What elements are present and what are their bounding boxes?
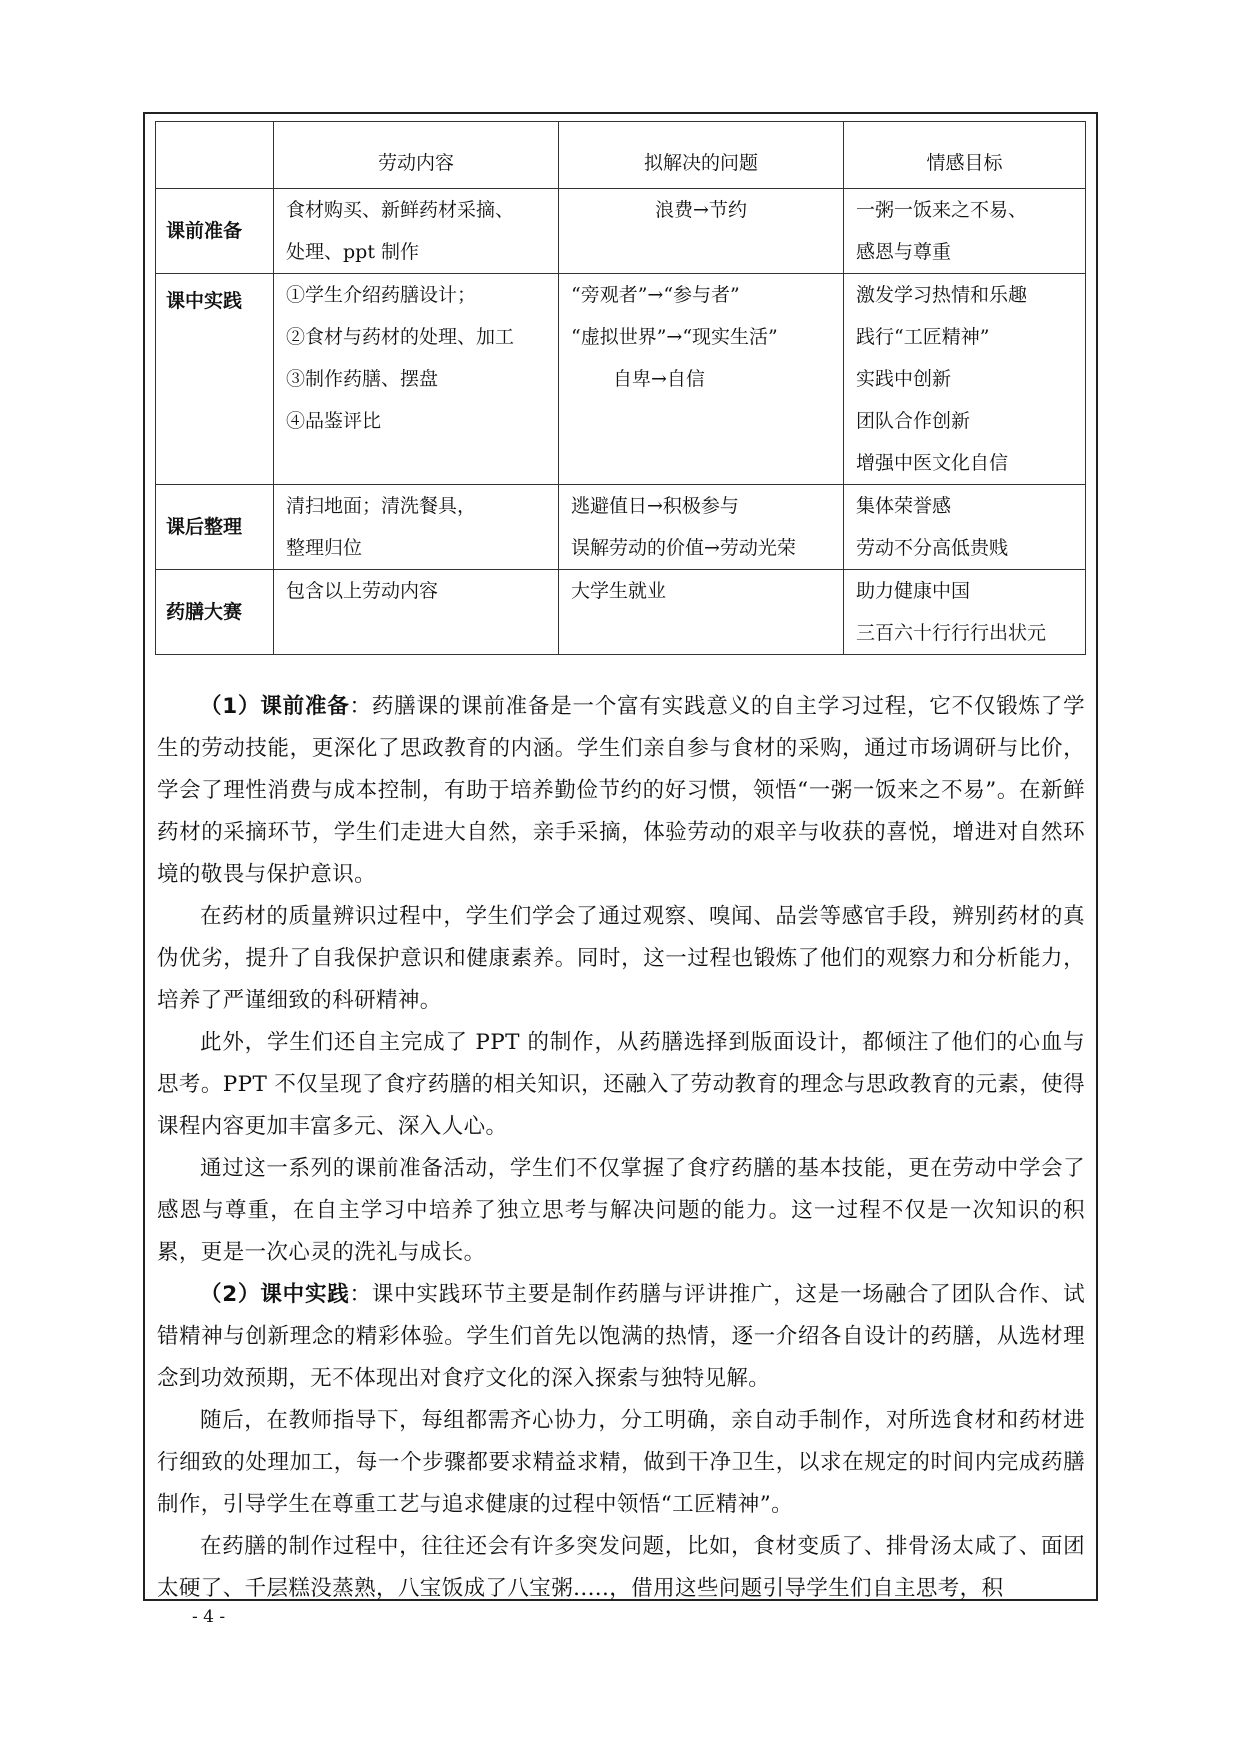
cell-line: 助力健康中国 <box>856 580 971 602</box>
body-text <box>157 686 1085 1610</box>
cell-line: 感恩与尊重 <box>856 241 952 263</box>
cell-line: 劳动不分高低贵贱 <box>856 537 1009 559</box>
paragraph: 通过这一系列的课前准备活动，学生们不仅掌握了食疗药膳的基本技能，更在劳动中学会了感恩与尊重，在自主学习中培养了独立思考与解决问题的能力。这一过程不仅是一次知识的积累，更是一次心灵的洗礼与成长。 <box>157 1156 1085 1265</box>
paragraph-lead: （1）课前准备 <box>200 694 350 719</box>
row-label-pre-class: 课前准备 <box>156 189 274 274</box>
labor-plan-table <box>155 121 1086 655</box>
cell-problems <box>559 570 844 655</box>
cell-labor-content <box>274 274 559 485</box>
cell-problems <box>559 274 844 485</box>
paragraph: 在药膳的制作过程中，往往还会有许多突发问题，比如，食材变质了、排骨汤太咸了、面团太硬了、千层糕没蒸熟，八宝饭成了八宝粥.....，借用这些问题引导学生们自主思考，积 <box>157 1534 1085 1601</box>
paragraph-in-class <box>157 1274 1085 1400</box>
cell-line: 自卑→自信 <box>613 368 705 390</box>
paragraph: 此外，学生们还自主完成了 PPT 的制作，从药膳选择到版面设计，都倾注了他们的心血与思考。PPT 不仅呈现了食疗药膳的相关知识，还融入了劳动教育的理念与思政教育的元素，使得课程内容更加丰富多元、深入人心。 <box>157 1030 1085 1139</box>
cell-line: 增强中医文化自信 <box>856 452 1009 474</box>
cell-line: 践行“工匠精神” <box>856 326 990 348</box>
cell-goals <box>844 570 1086 655</box>
table-row <box>156 189 1086 274</box>
cell-labor-content <box>274 570 559 655</box>
cell-goals <box>844 189 1086 274</box>
row-label-post-class: 课后整理 <box>156 485 274 570</box>
row-label-competition: 药膳大赛 <box>156 570 274 655</box>
cell-line: 浪费→节约 <box>655 199 747 221</box>
header-cell-empty <box>156 122 274 189</box>
cell-line: ④品鉴评比 <box>286 410 382 432</box>
cell-line: 团队合作创新 <box>856 410 971 432</box>
cell-line: 误解劳动的价值→劳动光荣 <box>571 537 796 559</box>
cell-line: ①学生介绍药膳设计； <box>286 284 477 306</box>
cell-line: “旁观者”→“参与者” <box>571 284 740 306</box>
paragraph: 在药材的质量辨识过程中，学生们学会了通过观察、嗅闻、品尝等感官手段，辨别药材的真伪优劣，提升了自我保护意识和健康素养。同时，这一过程也锻炼了他们的观察力和分析能力，培养了严谨细致的科研精神。 <box>157 904 1085 1013</box>
cell-line: 逃避值日→积极参与 <box>571 495 739 517</box>
cell-line: 激发学习热情和乐趣 <box>856 284 1028 306</box>
cell-line: 处理、ppt 制作 <box>286 241 420 263</box>
header-problems: 拟解决的问题 <box>559 122 844 189</box>
row-label-in-class: 课中实践 <box>156 274 274 485</box>
table-header-row <box>156 122 1086 189</box>
paragraph-text: ：课中实践环节主要是制作药膳与评讲推广，这是一场融合了团队合作、试错精神与创新理念的精彩体验。学生们首先以饱满的热情，逐一介绍各自设计的药膳，从选材理念到功效预期，无不体现出对食疗文化的深入探索与独特见解。 <box>157 1282 1085 1391</box>
table-row <box>156 274 1086 485</box>
paragraph-lead: （2）课中实践 <box>200 1282 350 1307</box>
cell-line: 集体荣誉感 <box>856 495 952 517</box>
paragraph-pre-class <box>157 686 1085 896</box>
cell-line: 包含以上劳动内容 <box>286 580 439 602</box>
cell-problems <box>559 189 844 274</box>
cell-problems <box>559 485 844 570</box>
cell-line: ②食材与药材的处理、加工 <box>286 326 515 348</box>
paragraph: 随后，在教师指导下，每组都需齐心协力，分工明确，亲自动手制作，对所选食材和药材进行细致的处理加工，每一个步骤都要求精益求精，做到干净卫生，以求在规定的时间内完成药膳制作，引导学生在尊重工艺与追求健康的过程中领悟“工匠精神”。 <box>157 1408 1085 1517</box>
cell-line: 整理归位 <box>286 537 363 559</box>
cell-line: 食材购买、新鲜药材采摘、 <box>286 199 515 221</box>
page-number: - 4 - <box>192 1607 226 1627</box>
table-row <box>156 570 1086 655</box>
cell-line: 大学生就业 <box>571 580 667 602</box>
cell-labor-content <box>274 189 559 274</box>
table-row <box>156 485 1086 570</box>
cell-goals <box>844 485 1086 570</box>
header-emotional-goals: 情感目标 <box>844 122 1086 189</box>
cell-line: ③制作药膳、摆盘 <box>286 368 439 390</box>
cell-line: “虚拟世界”→“现实生活” <box>571 326 778 348</box>
cell-goals <box>844 274 1086 485</box>
cell-line: 三百六十行行行出状元 <box>856 622 1047 644</box>
cell-labor-content <box>274 485 559 570</box>
paragraph-text: ：药膳课的课前准备是一个富有实践意义的自主学习过程，它不仅锻炼了学生的劳动技能，更深化了思政教育的内涵。学生们亲自参与食材的采购，通过市场调研与比价，学会了理性消费与成本控制，有助于培养勤俭节约的好习惯，领悟“一粥一饭来之不易”。在新鲜药材的采摘环节，学生们走进大自然，亲手采摘，体验劳动的艰辛与收获的喜悦，增进对自然环境的敬畏与保护意识。 <box>157 694 1085 887</box>
cell-line: 清扫地面；清洗餐具， <box>286 495 477 517</box>
header-labor-content: 劳动内容 <box>274 122 559 189</box>
cell-line: 实践中创新 <box>856 368 952 390</box>
cell-line: 一粥一饭来之不易、 <box>856 199 1028 221</box>
